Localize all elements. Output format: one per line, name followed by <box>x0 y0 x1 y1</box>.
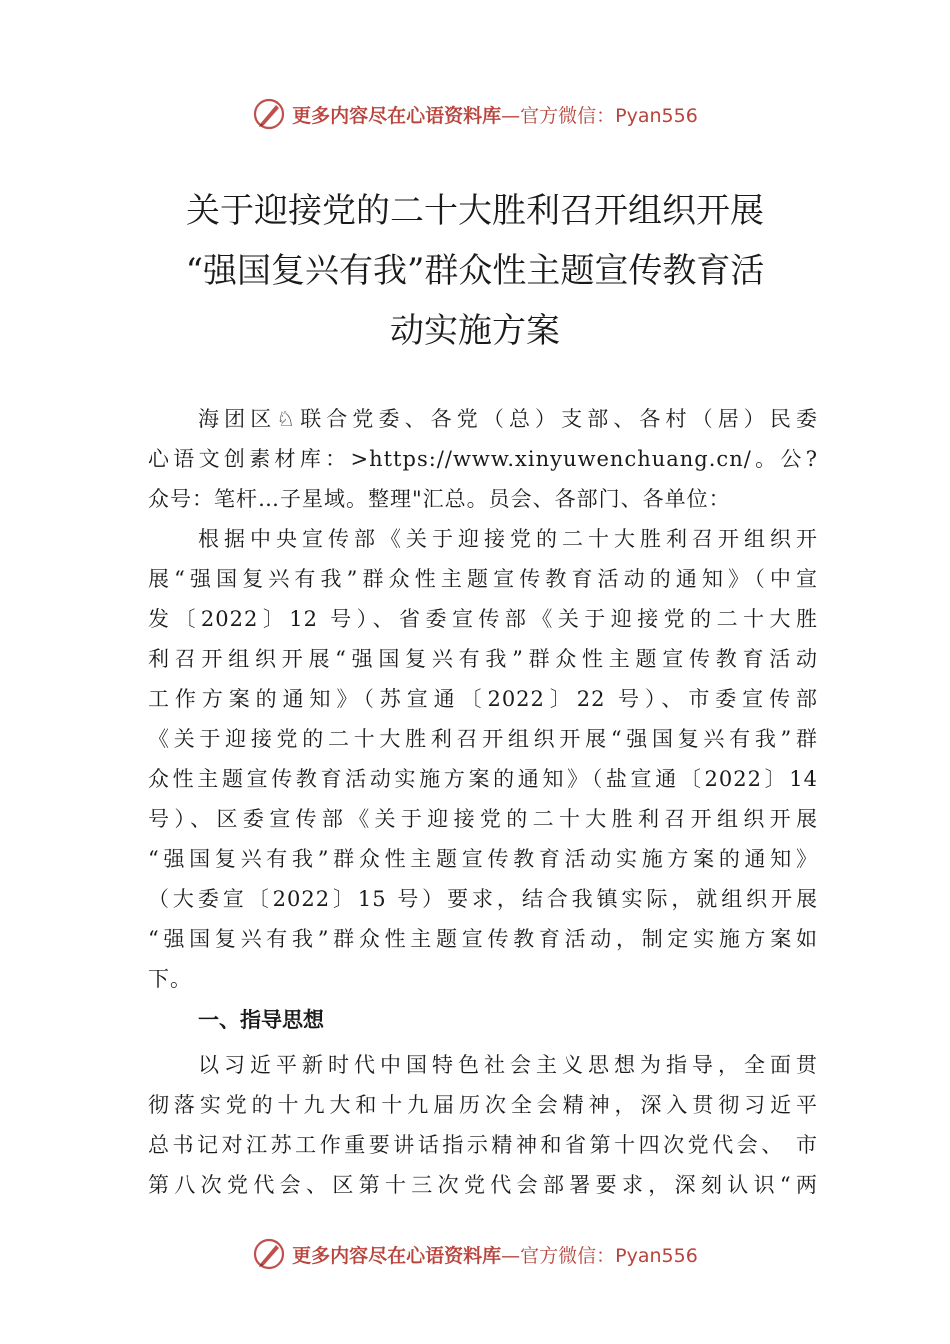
body-line: 利召开组织开展“强国复兴有我”群众性主题宣传教育活动 <box>148 647 818 671</box>
document-title-line-3: 动实施方案 <box>390 311 560 351</box>
banner-text: 更多内容尽在心语资料库 <box>292 1244 502 1267</box>
body-line: （大委宣〔2022〕15 号）要求，结合我镇实际，就组织开展 <box>148 887 818 911</box>
document-title-line-2: “强国复兴有我”群众性主题宣传教育活 <box>185 251 765 291</box>
banner-text: 更多内容尽在心语资料库 <box>292 104 502 127</box>
banner-suffix: —官方微信：Pyan556 <box>501 1244 698 1267</box>
section-line: 彻落实党的十九大和十九届历次全会精神，深入贯彻习近平 <box>148 1093 818 1117</box>
body-line: 工作方案的通知》（苏宣通〔2022〕22 号）、市委宣传部 <box>148 687 818 711</box>
banner-suffix: —官方微信：Pyan556 <box>501 104 698 127</box>
body-line: 号）、区委宣传部《关于迎接党的二十大胜利召开组织开展 <box>148 807 818 831</box>
quill-logo-icon <box>252 1237 286 1271</box>
body-line: 海团区♘联合党委、各党（总）支部、各村（居）民委 <box>198 407 818 431</box>
document-title-line-1: 关于迎接党的二十大胜利召开组织开展 <box>186 191 764 231</box>
body-line: 发〔2022〕12 号）、省委宣传部《关于迎接党的二十大胜 <box>148 607 818 631</box>
body-line: 展“强国复兴有我”群众性主题宣传教育活动的通知》（中宣 <box>148 567 818 591</box>
footer-banner <box>0 1234 950 1274</box>
body-line: “强国复兴有我”群众性主题宣传教育活动实施方案的通知》 <box>148 847 818 871</box>
body-line: “强国复兴有我”群众性主题宣传教育活动，制定实施方案如 <box>148 927 818 951</box>
section-line: 总书记对江苏工作重要讲话指示精神和省第十四次党代会、 市 <box>148 1133 818 1157</box>
body-line: 众号：笔杆…子星域。整理"汇总。员会、各部门、各单位： <box>148 487 731 511</box>
section-line: 以习近平新时代中国特色社会主义思想为指导，全面贯 <box>198 1053 818 1077</box>
body-line: 下。 <box>148 967 192 991</box>
section-heading: 一、指导思想 <box>198 1008 324 1032</box>
section-line: 第八次党代会、区第十三次党代会部署要求，深刻认识“两 <box>148 1173 818 1197</box>
body-line: 心语文创素材库：>https://www.xinyuwenchuang.cn/。公? <box>148 447 818 471</box>
header-banner <box>0 94 950 134</box>
body-line: 根据中央宣传部《关于迎接党的二十大胜利召开组织开 <box>198 527 818 551</box>
body-line: 《关于迎接党的二十大胜利召开组织开展“强国复兴有我”群 <box>148 727 818 751</box>
quill-logo-icon <box>252 97 286 131</box>
body-line: 众性主题宣传教育活动实施方案的通知》（盐宣通〔2022〕14 <box>148 767 818 791</box>
